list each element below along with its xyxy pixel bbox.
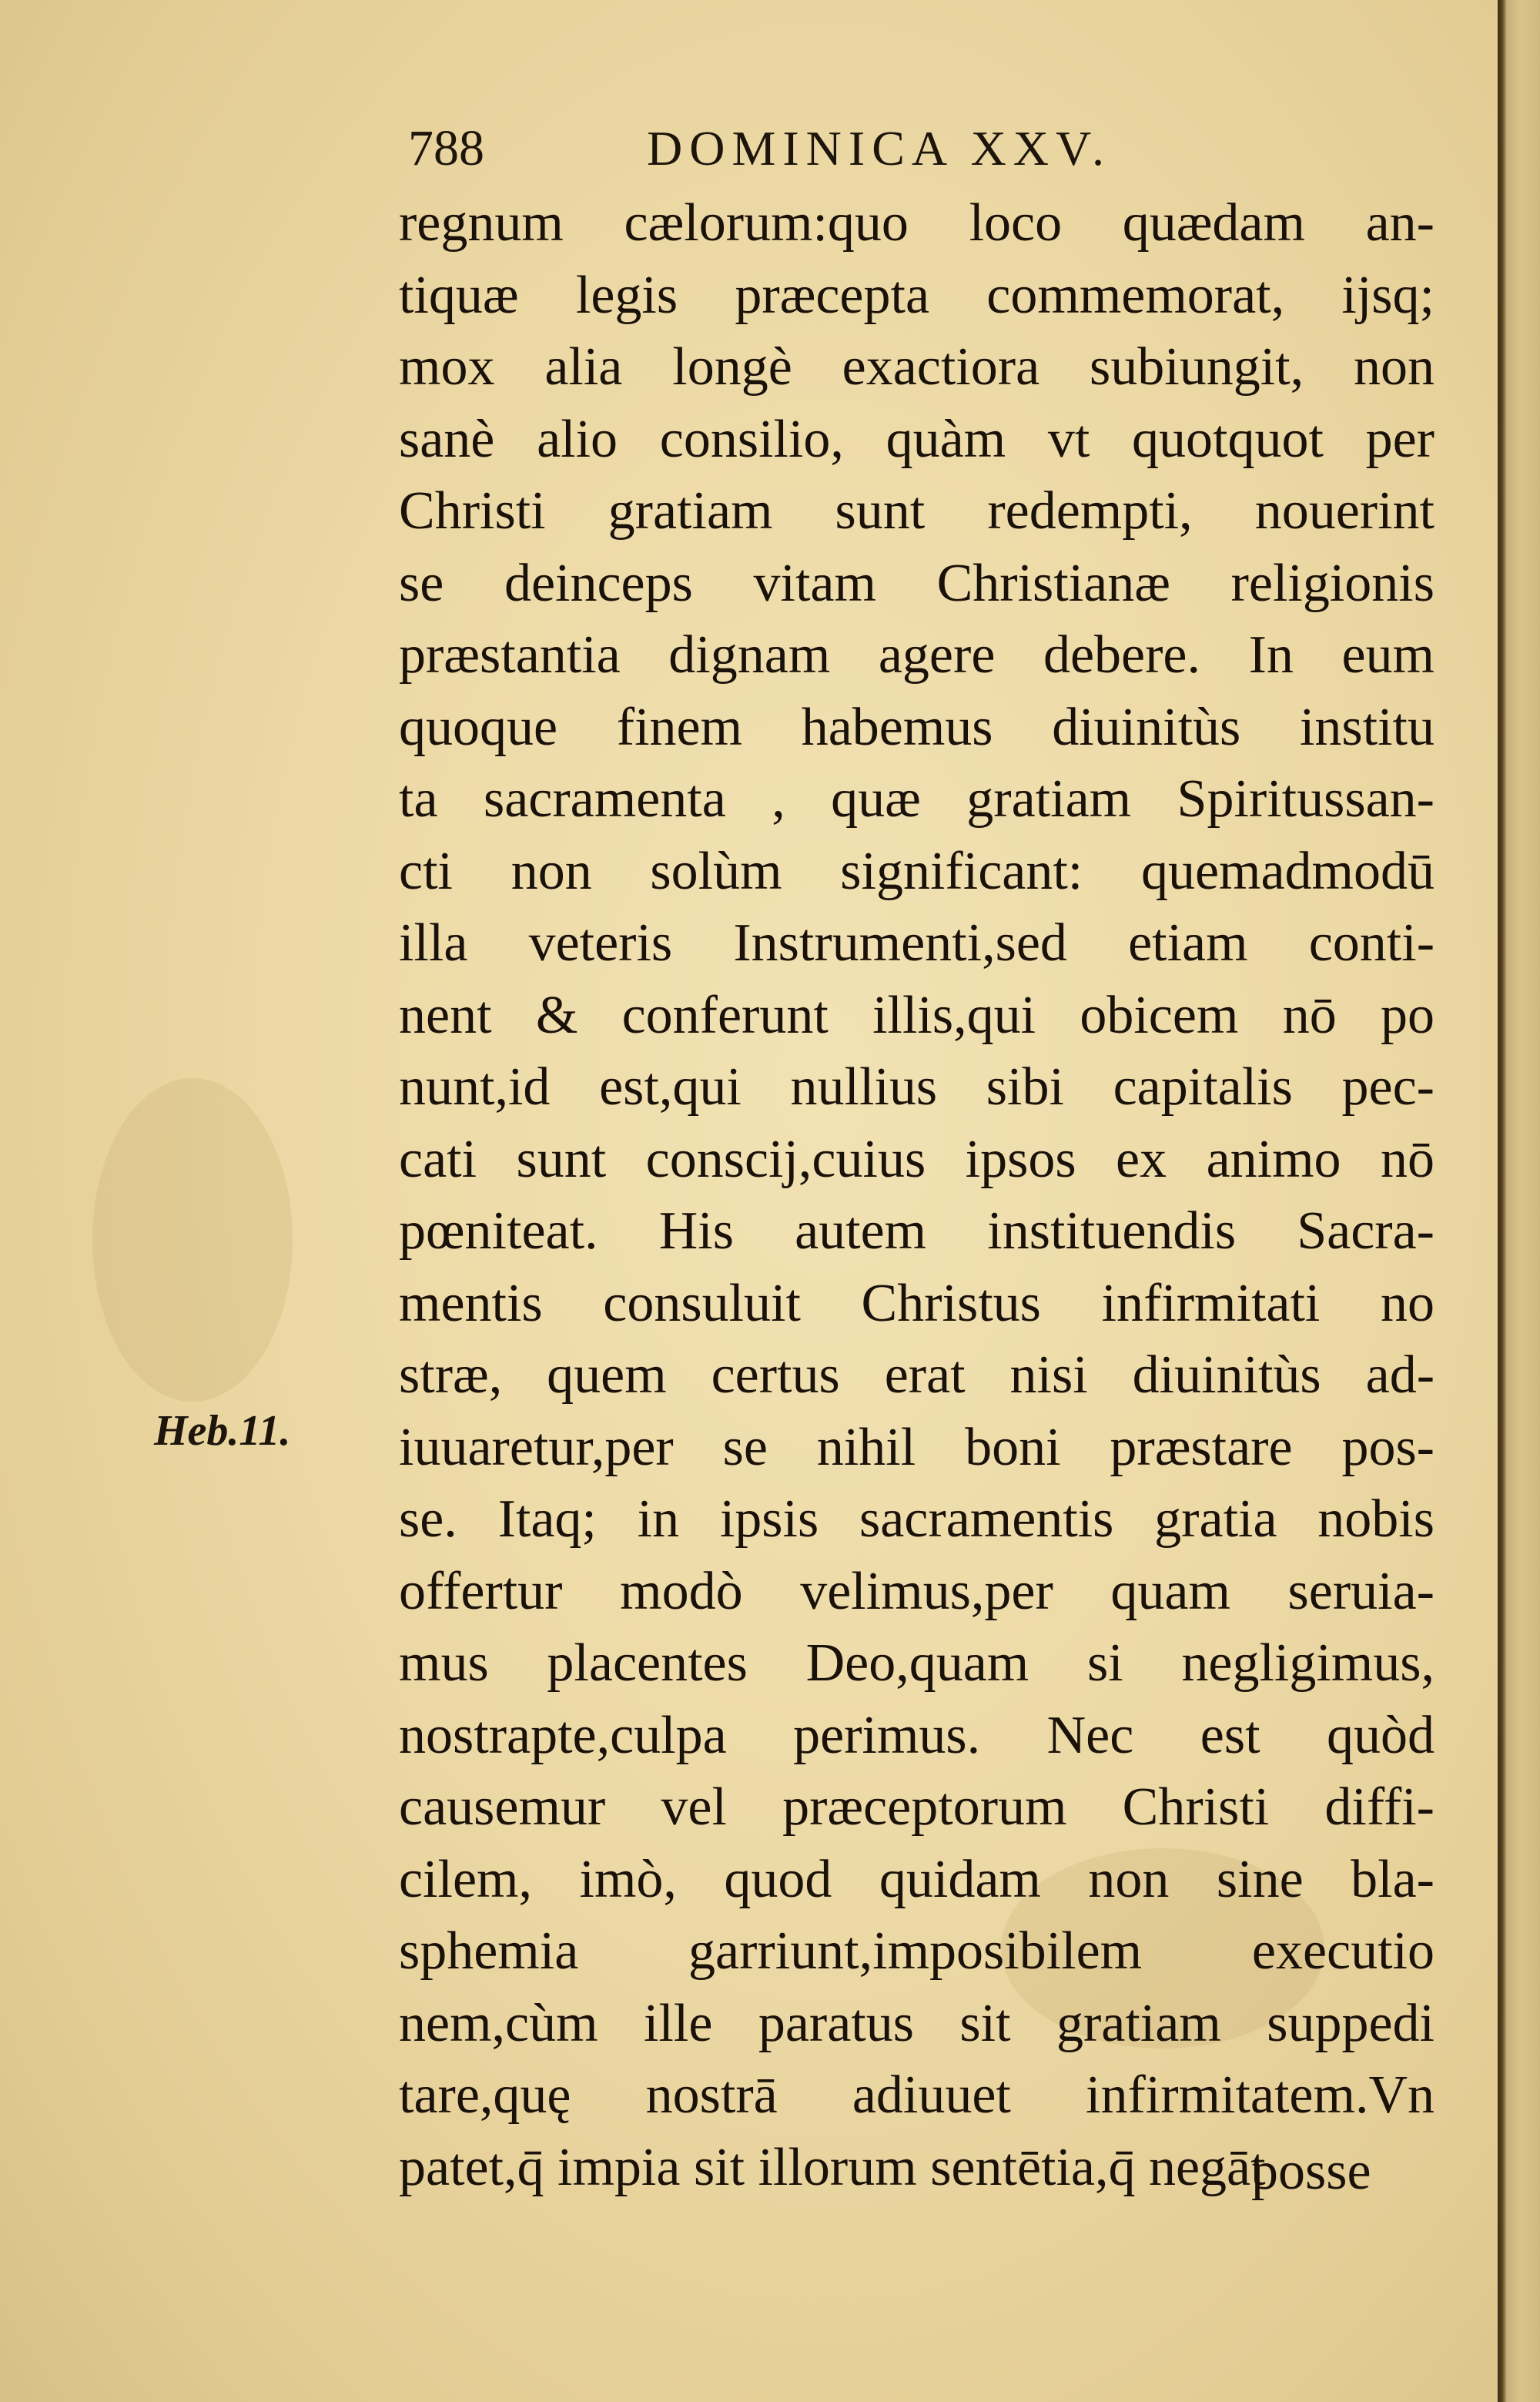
text-line: offertur modò velimus,per quam seruia- bbox=[399, 1561, 1435, 1621]
text-line: nostrapte,culpa perimus. Nec est quòd bbox=[399, 1705, 1435, 1765]
text-line: causemur vel præceptorum Christi diffi- bbox=[399, 1777, 1435, 1837]
text-line: regnum cælorum:quo loco quædam an- bbox=[399, 193, 1435, 253]
marginal-reference: Heb.11. bbox=[154, 1407, 291, 1455]
body-text bbox=[399, 187, 1435, 2203]
text-line: Christi gratiam sunt redempti, nouerint bbox=[399, 481, 1435, 541]
text-line: præstantia dignam agere debere. In eum bbox=[399, 625, 1435, 685]
text-line: mus placentes Deo,quam si negligimus, bbox=[399, 1633, 1435, 1693]
book-gutter bbox=[1498, 0, 1540, 2402]
text-line: cti non solùm significant: quemadmodū bbox=[399, 841, 1435, 901]
text-line: ta sacramenta , quæ gratiam Spiritussan- bbox=[399, 769, 1435, 829]
text-line: stræ, quem certus erat nisi diuinitùs ad- bbox=[399, 1345, 1435, 1405]
text-line: mox alia longè exactiora subiungit, non bbox=[399, 337, 1435, 397]
text-line: cati sunt conscij,cuius ipsos ex animo nō bbox=[399, 1129, 1435, 1189]
page-number: 788 bbox=[408, 120, 484, 176]
text-line: pœniteat. His autem instituendis Sacra- bbox=[399, 1201, 1435, 1261]
text-line: sphemia garriunt,imposibilem executio bbox=[399, 1921, 1435, 1981]
text-line: cilem, imò, quod quidam non sine bla- bbox=[399, 1849, 1435, 1909]
text-line: sanè alio consilio, quàm vt quotquot per bbox=[399, 409, 1435, 469]
text-line: patet,q̄ impia sit illorum sentētia,q̄ negāt bbox=[399, 2137, 1266, 2197]
text-line: mentis consuluit Christus infirmitati no bbox=[399, 1273, 1435, 1333]
catchword: posse bbox=[1251, 2142, 1371, 2201]
page-header bbox=[408, 114, 1432, 183]
text-line: se deinceps vitam Christianæ religionis bbox=[399, 553, 1435, 613]
text-line: nent & conferunt illis,qui obicem nō po bbox=[399, 985, 1435, 1045]
text-line: nunt,id est,qui nullius sibi capitalis pec- bbox=[399, 1057, 1435, 1117]
text-line: se. Itaq; in ipsis sacramentis gratia nobis bbox=[399, 1489, 1435, 1549]
text-line: quoque finem habemus diuinitùs institu bbox=[399, 697, 1435, 757]
running-head: DOMINICA XXV. bbox=[647, 121, 1111, 176]
text-line: tare,quę nostrā adiuuet infirmitatem.Vn bbox=[399, 2065, 1435, 2125]
text-line: tiquæ legis præcepta commemorat, ijsq; bbox=[399, 265, 1435, 325]
text-line: illa veteris Instrumenti,sed etiam conti- bbox=[399, 913, 1435, 973]
text-line: iuuaretur,per se nihil boni præstare pos- bbox=[399, 1417, 1435, 1477]
text-line: nem,cùm ille paratus sit gratiam suppedi bbox=[399, 1993, 1435, 2053]
paper-stain bbox=[92, 1078, 293, 1402]
